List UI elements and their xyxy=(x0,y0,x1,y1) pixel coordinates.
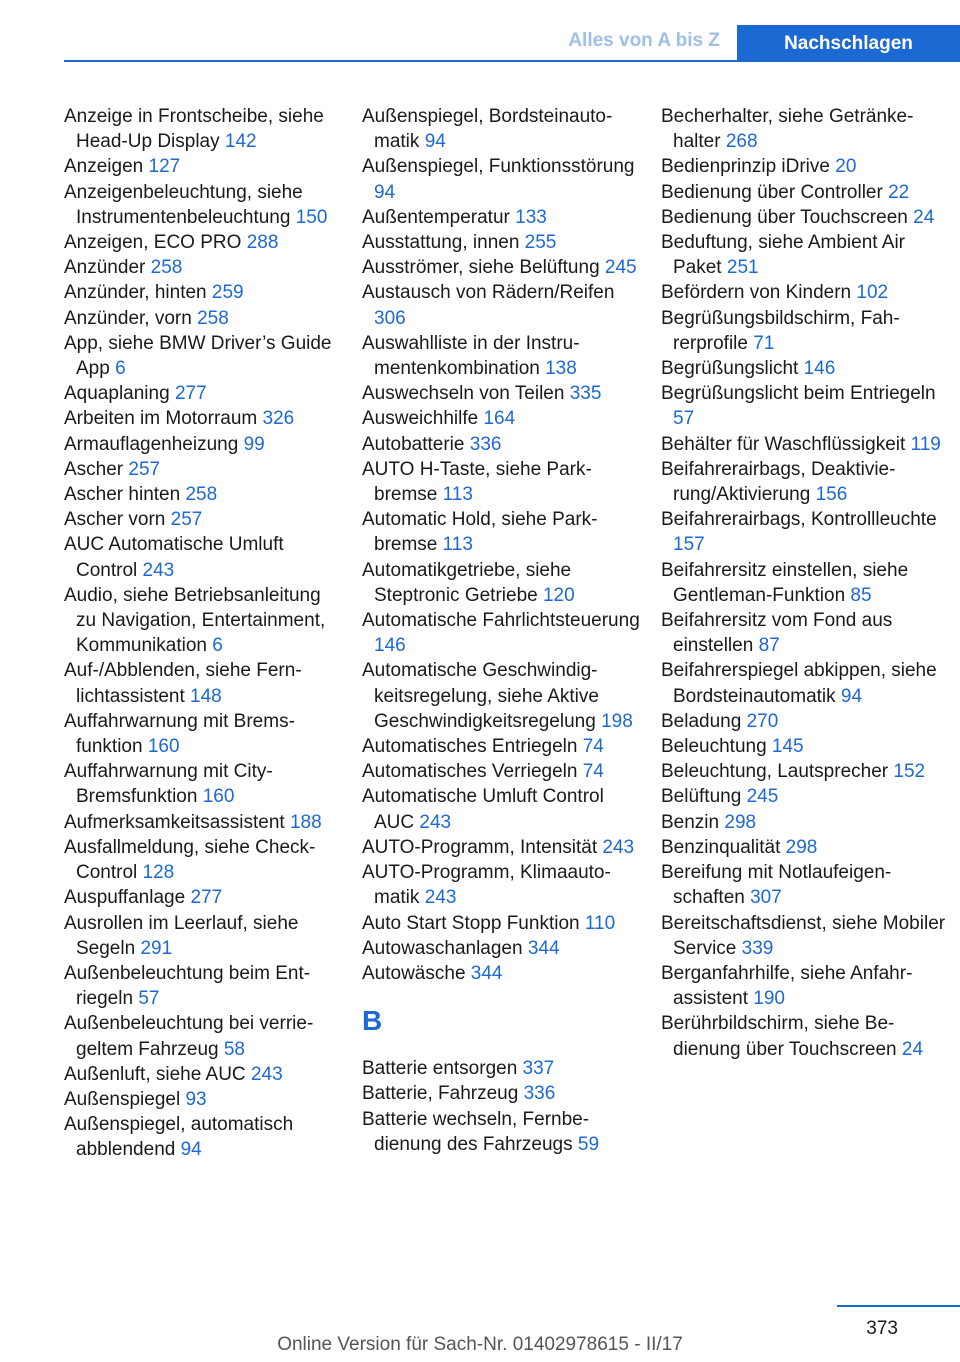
entry-term: Becherhalter, siehe Getränkehalter xyxy=(661,106,914,153)
index-entry xyxy=(362,205,642,230)
page-reference-link[interactable]: 164 xyxy=(483,408,516,430)
page-header xyxy=(0,0,960,62)
entry-term: Belüftung xyxy=(661,786,747,808)
index-entry xyxy=(64,911,344,961)
page-reference-link[interactable]: 258 xyxy=(150,257,183,279)
page-reference-link[interactable]: 20 xyxy=(835,156,857,178)
index-entry xyxy=(64,482,344,507)
index-entry xyxy=(661,734,946,759)
index-entry xyxy=(661,306,946,356)
index-entry xyxy=(64,1011,344,1061)
index-entry xyxy=(64,331,344,381)
entry-term: Auf-/Abblenden, siehe Fernlichtassistent xyxy=(64,660,302,707)
entry-term: Ausfallmeldung, siehe Check-Control xyxy=(64,836,316,884)
index-entry xyxy=(661,835,946,860)
index-entry xyxy=(362,1107,642,1157)
page-reference-link[interactable]: 127 xyxy=(148,156,181,178)
page-reference-link[interactable]: 94 xyxy=(840,685,863,707)
index-entry xyxy=(64,961,344,1011)
index-entry xyxy=(362,961,642,986)
entry-term: Automatisches Verriegeln xyxy=(362,761,583,783)
page-reference-link[interactable]: 74 xyxy=(582,761,604,783)
entry-term: Außenbeleuchtung beim Entriegeln xyxy=(64,962,311,1010)
page-reference-link[interactable]: 6 xyxy=(115,358,126,380)
index-entry xyxy=(661,961,946,1011)
page-reference-link[interactable]: 110 xyxy=(584,912,616,934)
page-reference-link[interactable]: 146 xyxy=(803,358,836,380)
page-reference-link[interactable]: 156 xyxy=(815,484,848,506)
breadcrumb[interactable]: Alles von A bis Z xyxy=(568,30,720,51)
page-reference-link[interactable]: 335 xyxy=(569,383,602,405)
entry-term: Beleuchtung, Lautsprecher xyxy=(661,761,894,783)
entry-term: Anzünder, vorn xyxy=(64,307,198,329)
index-entry xyxy=(64,381,344,406)
index-entry xyxy=(64,154,344,179)
index-entry xyxy=(362,406,642,431)
page-reference-link[interactable]: 245 xyxy=(746,786,779,808)
entry-term: Anzünder xyxy=(64,257,151,279)
index-entry xyxy=(362,658,642,734)
entry-term: Außenspiegel, Funktionsstörung xyxy=(362,156,635,178)
page-reference-link[interactable]: 257 xyxy=(128,458,161,480)
index-entry xyxy=(64,1112,344,1162)
index-entry xyxy=(64,709,344,759)
header-divider xyxy=(64,60,960,62)
index-entry xyxy=(362,860,642,910)
entry-term: Batterie wechseln, Fernbedienung des Fahrzeugs xyxy=(362,1108,590,1155)
entry-term: Ausweichhilfe xyxy=(362,408,484,430)
page-reference-link[interactable]: 94 xyxy=(424,131,446,153)
index-entry xyxy=(661,154,946,179)
entry-term: Benzin xyxy=(661,811,725,833)
page-reference-link[interactable]: 57 xyxy=(673,408,695,430)
index-entry xyxy=(661,911,946,961)
index-entry xyxy=(64,457,344,482)
index-entry xyxy=(661,507,946,557)
index-entry xyxy=(661,432,946,457)
index-entry xyxy=(362,784,642,834)
index-column-2 xyxy=(362,104,642,1157)
entry-term: Beifahrerairbags, Kontrollleuchte xyxy=(661,509,937,531)
entry-term: Autowaschanlagen xyxy=(362,937,528,959)
index-entry xyxy=(362,432,642,457)
entry-term: Bereifung mit Notlaufeigenschaften xyxy=(661,862,892,909)
index-column-1 xyxy=(64,104,344,1163)
page-reference-link[interactable]: 22 xyxy=(888,181,910,203)
section-letter: B xyxy=(362,1005,383,1037)
index-entry xyxy=(64,406,344,431)
index-entry xyxy=(362,911,642,936)
entry-term: Bereitschaftsdienst, siehe Mobiler Service xyxy=(661,912,946,959)
page-reference-link[interactable]: 245 xyxy=(604,257,637,279)
entry-term: Auffahrwarnung mit Bremsfunktion xyxy=(64,710,295,758)
page-reference-link[interactable]: 128 xyxy=(142,862,175,884)
page-reference-link[interactable]: 277 xyxy=(190,887,223,909)
index-entry xyxy=(362,255,642,280)
entry-term: Arbeiten im Motorraum xyxy=(64,408,263,430)
entry-term: Ascher vorn xyxy=(64,509,171,531)
index-entry xyxy=(661,381,946,431)
page-reference-link[interactable]: 120 xyxy=(542,584,575,606)
page-reference-link[interactable]: 99 xyxy=(243,433,265,455)
index-entry xyxy=(661,810,946,835)
page-reference-link[interactable]: 102 xyxy=(856,282,889,304)
page-reference-link[interactable]: 57 xyxy=(138,988,160,1010)
page-reference-link[interactable]: 337 xyxy=(522,1058,555,1080)
index-entry xyxy=(362,759,642,784)
index-entry xyxy=(661,180,946,205)
index-entry xyxy=(661,356,946,381)
watermark: Online Version für Sach-Nr. 01402978615 - II/17 xyxy=(277,1334,683,1355)
index-entry xyxy=(64,658,344,708)
index-entry xyxy=(362,230,642,255)
entry-term: Außentemperatur xyxy=(362,206,516,228)
page-reference-link[interactable]: 6 xyxy=(212,635,223,657)
page-reference-link[interactable]: 157 xyxy=(673,534,705,556)
page-reference-link[interactable]: 146 xyxy=(374,635,406,657)
entry-term: Berganfahrhilfe, siehe Anfahrassistent xyxy=(661,962,913,1010)
page-reference-link[interactable]: 336 xyxy=(523,1083,556,1105)
index-entry xyxy=(64,432,344,457)
page-reference-link[interactable]: 306 xyxy=(374,307,406,329)
index-entry xyxy=(64,583,344,659)
entry-term: Ascher xyxy=(64,458,129,480)
entry-term: App, siehe BMW Driver’s Guide App xyxy=(64,332,332,380)
page-reference-link[interactable]: 87 xyxy=(758,635,780,657)
index-entry xyxy=(661,759,946,784)
entry-term: AUC Automatische Umluft Control xyxy=(64,534,284,581)
page-reference-link[interactable]: 243 xyxy=(602,836,635,858)
entry-term: Anzeige in Frontscheibe, siehe Head-Up Display xyxy=(64,106,324,153)
entry-term: AUTO-Programm, Intensität xyxy=(362,836,603,858)
entry-term: Begrüßungslicht xyxy=(661,358,804,380)
page-number: 373 xyxy=(866,1318,898,1339)
entry-term: Ausstattung, innen xyxy=(362,232,525,254)
index-entry xyxy=(64,180,344,230)
index-entry xyxy=(362,608,642,658)
entry-term: Auspuffanlage xyxy=(64,887,191,909)
page-reference-link[interactable]: 24 xyxy=(901,1038,924,1060)
entry-term: Autowäsche xyxy=(362,962,471,984)
entry-term: Beleuchtung xyxy=(661,736,772,758)
entry-term: Auswechseln von Teilen xyxy=(362,383,570,405)
page-reference-link[interactable]: 58 xyxy=(223,1038,245,1060)
index-entry xyxy=(64,280,344,305)
entry-term: Batterie, Fahrzeug xyxy=(362,1083,524,1105)
page-reference-link[interactable]: 148 xyxy=(190,685,222,707)
page-reference-link[interactable]: 259 xyxy=(211,282,244,304)
page-reference-link[interactable]: 336 xyxy=(469,433,502,455)
index-entry xyxy=(64,230,344,255)
index-entry xyxy=(362,936,642,961)
page-reference-link[interactable]: 298 xyxy=(785,836,818,858)
entry-term: Auffahrwarnung mit City-Bremsfunktion xyxy=(64,761,273,808)
index-entry xyxy=(64,1087,344,1112)
entry-term: Beduftung, siehe Ambient Air Paket xyxy=(661,232,905,279)
index-entry xyxy=(661,1011,946,1061)
index-entry xyxy=(64,1062,344,1087)
entry-term: Beifahrerairbags, Deaktivierung/Aktivierung xyxy=(661,458,896,506)
index-entry xyxy=(64,885,344,910)
entry-term: Automatikgetriebe, siehe Steptronic Getriebe xyxy=(362,559,572,606)
index-entry xyxy=(362,1056,642,1081)
index-entry xyxy=(362,1081,642,1106)
index-entry xyxy=(661,608,946,658)
entry-term: Audio, siehe Betriebsanleitung zu Navigation, Entertainment, Kommunikation xyxy=(64,584,326,657)
index-entry xyxy=(661,709,946,734)
entry-term: Begrüßungsbildschirm, Fahrerprofile xyxy=(661,307,900,354)
entry-term: Beifahrersitz vom Fond aus einstellen xyxy=(661,610,893,657)
page-reference-link[interactable]: 291 xyxy=(140,937,173,959)
page-reference-link[interactable]: 190 xyxy=(753,988,785,1010)
entry-term: Begrüßungslicht beim Entriegeln xyxy=(661,383,936,405)
page-reference-link[interactable]: 188 xyxy=(289,811,322,833)
index-entry xyxy=(64,532,344,582)
index-entry xyxy=(64,104,344,154)
entry-term: Anzeigen xyxy=(64,156,149,178)
index-entry xyxy=(362,104,642,154)
entry-term: Berührbildschirm, siehe Bedienung über Touchscreen xyxy=(661,1013,902,1060)
entry-term: AUTO-Programm, Klimaautomatik xyxy=(362,862,611,909)
section-tab[interactable]: Nachschlagen xyxy=(737,25,960,62)
index-entry xyxy=(661,280,946,305)
entry-term: Außenspiegel, automatisch abblendend xyxy=(64,1114,294,1161)
page-reference-link[interactable]: 145 xyxy=(771,736,804,758)
page-reference-link[interactable]: 71 xyxy=(753,332,775,354)
page-reference-link[interactable]: 160 xyxy=(202,786,235,808)
entry-term: Aufmerksamkeitsassistent xyxy=(64,811,290,833)
index-entry xyxy=(64,759,344,809)
page-reference-link[interactable]: 85 xyxy=(850,584,872,606)
entry-term: Automatische Fahrlichtsteuerung xyxy=(362,610,640,632)
index-entry xyxy=(64,810,344,835)
index-entry xyxy=(362,457,642,507)
page-reference-link[interactable]: 258 xyxy=(197,307,229,329)
entry-term: Anzeigen, ECO PRO xyxy=(64,232,247,254)
entry-term: Armauflagenheizung xyxy=(64,433,244,455)
index-entry xyxy=(64,306,344,331)
page-reference-link[interactable]: 243 xyxy=(250,1063,283,1085)
entry-term: Ausströmer, siehe Belüftung xyxy=(362,257,605,279)
page-reference-link[interactable]: 94 xyxy=(374,181,396,203)
index-entry xyxy=(661,658,946,708)
page-reference-link[interactable]: 326 xyxy=(262,408,295,430)
index-entry xyxy=(362,835,642,860)
page-reference-link[interactable]: 251 xyxy=(726,257,759,279)
index-entry xyxy=(362,734,642,759)
entry-term: Beladung xyxy=(661,710,747,732)
entry-term: Außenluft, siehe AUC xyxy=(64,1063,251,1085)
index-entry xyxy=(661,558,946,608)
page-reference-link[interactable]: 277 xyxy=(174,383,207,405)
page-reference-link[interactable]: 59 xyxy=(577,1133,600,1155)
index-entry xyxy=(64,507,344,532)
entry-term: Auto Start Stopp Funktion xyxy=(362,912,585,934)
index-column-3 xyxy=(661,104,946,1062)
entry-term: Autobatterie xyxy=(362,433,470,455)
entry-term: Batterie entsorgen xyxy=(362,1058,523,1080)
page-reference-link[interactable]: 93 xyxy=(185,1088,207,1110)
entry-term: Auswahlliste in der Instrumentenkombination xyxy=(362,332,580,380)
page-reference-link[interactable]: 160 xyxy=(147,736,180,758)
entry-term: Bedienprinzip iDrive xyxy=(661,156,836,178)
page-reference-link[interactable]: 94 xyxy=(180,1139,202,1161)
entry-term: Ascher hinten xyxy=(64,484,186,506)
index-entry xyxy=(362,331,642,381)
index-entry xyxy=(661,205,946,230)
entry-term: Anzünder, hinten xyxy=(64,282,212,304)
entry-term: Anzeigenbeleuchtung, siehe Instrumentenbeleuchtung xyxy=(64,181,303,228)
page-reference-link[interactable]: 243 xyxy=(419,811,452,833)
index-entry xyxy=(362,280,642,330)
footer-divider xyxy=(837,1305,960,1307)
entry-term: Außenbeleuchtung bei verriegeltem Fahrzeug xyxy=(64,1013,314,1060)
entry-term: Aquaplaning xyxy=(64,383,175,405)
entry-term: Automatische Geschwindigkeitsregelung, siehe Aktive Geschwindigkeitsregelung xyxy=(362,660,602,732)
page-reference-link[interactable]: 198 xyxy=(601,710,633,732)
page-reference-link[interactable]: 288 xyxy=(246,232,279,254)
page-reference-link[interactable]: 243 xyxy=(142,559,175,581)
index-entry xyxy=(362,154,642,204)
entry-term: Benzinqualität xyxy=(661,836,786,858)
entry-term: Befördern von Kindern xyxy=(661,282,857,304)
entry-term: Bedienung über Controller xyxy=(661,181,889,203)
page-reference-link[interactable]: 119 xyxy=(910,433,941,455)
page-reference-link[interactable]: 270 xyxy=(746,710,779,732)
index-entry xyxy=(661,104,946,154)
page-reference-link[interactable]: 258 xyxy=(185,484,218,506)
page-reference-link[interactable]: 113 xyxy=(442,484,473,506)
page-reference-link[interactable]: 133 xyxy=(515,206,547,228)
page-reference-link[interactable]: 257 xyxy=(170,509,203,531)
index-entry xyxy=(661,230,946,280)
index-entry xyxy=(661,457,946,507)
entry-term: Behälter für Waschflüssigkeit xyxy=(661,433,911,455)
page-reference-link[interactable]: 113 xyxy=(442,534,473,556)
index-entry xyxy=(64,835,344,885)
page-reference-link[interactable]: 298 xyxy=(724,811,757,833)
page-reference-link[interactable]: 152 xyxy=(893,761,926,783)
entry-term: Außenspiegel xyxy=(64,1088,186,1110)
entry-term: Austausch von Rädern/Reifen xyxy=(362,282,615,304)
index-entry xyxy=(64,255,344,280)
entry-term: Außenspiegel, Bordsteinautomatik xyxy=(362,106,613,153)
entry-term: Ausrollen im Leerlauf, siehe Segeln xyxy=(64,912,299,959)
index-entry xyxy=(362,381,642,406)
index-entry xyxy=(362,558,642,608)
page-reference-link[interactable]: 243 xyxy=(424,887,457,909)
page-reference-link[interactable]: 255 xyxy=(524,232,557,254)
page-reference-link[interactable]: 339 xyxy=(741,937,774,959)
page-reference-link[interactable]: 307 xyxy=(750,887,782,909)
page-reference-link[interactable]: 138 xyxy=(545,358,577,380)
page-reference-link[interactable]: 74 xyxy=(582,736,604,758)
entry-term: Automatisches Entriegeln xyxy=(362,736,583,758)
entry-term: Bedienung über Touchscreen xyxy=(661,206,914,228)
page-reference-link[interactable]: 268 xyxy=(725,131,758,153)
page-reference-link[interactable]: 24 xyxy=(913,206,935,228)
index-entry xyxy=(661,784,946,809)
page-reference-link[interactable]: 150 xyxy=(295,206,328,228)
page-reference-link[interactable]: 142 xyxy=(224,131,257,153)
page-reference-link[interactable]: 344 xyxy=(527,937,560,959)
entry-term: AUTO H-Taste, siehe Parkbremse xyxy=(362,458,592,506)
entry-term: Beifahrersitz einstellen, siehe Gentleman-Funktion xyxy=(661,559,909,606)
page-reference-link[interactable]: 344 xyxy=(470,962,503,984)
index-entry xyxy=(362,507,642,557)
entry-term: Beifahrerspiegel abkippen, siehe Bordsteinautomatik xyxy=(661,660,937,707)
index-entry xyxy=(661,860,946,910)
entry-term: Automatische Umluft Control AUC xyxy=(362,786,604,833)
entry-term: Automatic Hold, siehe Parkbremse xyxy=(362,509,598,556)
